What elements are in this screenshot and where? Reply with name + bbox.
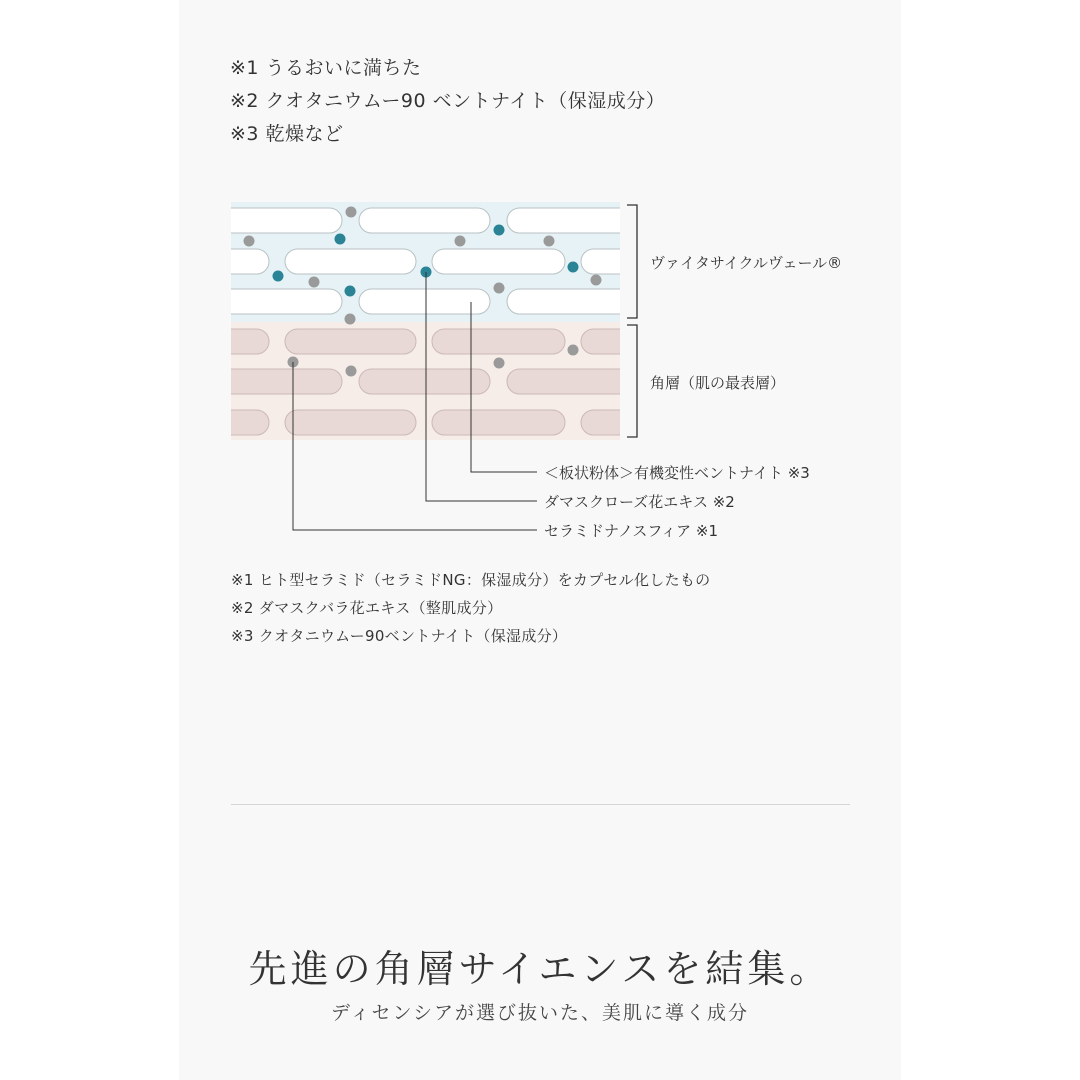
rose-extract-particle [568, 262, 579, 273]
veil-bracket [627, 205, 637, 318]
stratum-bracket [627, 325, 637, 437]
stratum-brick [195, 410, 269, 435]
stratum-brick [285, 329, 416, 354]
ceramide-particle [309, 277, 320, 288]
veil-brick [581, 249, 651, 274]
veil-layer-label: ヴァイタサイクルヴェール® [650, 254, 843, 272]
veil-brick [507, 289, 667, 314]
ceramide-particle [346, 366, 357, 377]
veil-brick [359, 208, 490, 233]
stratum-brick [285, 410, 416, 435]
footnote-bottom-2: ※2 ダマスクバラ花エキス（整肌成分） [231, 599, 503, 617]
rose-extract-particle [273, 271, 284, 282]
ceramide-particle [568, 345, 579, 356]
section-divider [231, 804, 850, 805]
veil-brick [195, 249, 269, 274]
footnote-bottom-3: ※3 クオタニウムー90ベントナイト（保湿成分） [231, 627, 568, 645]
footnote-bottom-1: ※1 ヒト型セラミド（セラミドNG：保湿成分）をカプセル化したもの [231, 571, 711, 589]
rose-extract-particle [345, 286, 356, 297]
rose-extract-particle [335, 234, 346, 245]
stratum-brick [507, 369, 667, 394]
ceramide-particle [591, 275, 602, 286]
stratum-brick [581, 329, 651, 354]
footnote-top-2: ※2 クオタニウムー90 ベントナイト（保湿成分） [230, 90, 666, 112]
callout-ceramide: セラミドナノスフィア ※1 [544, 522, 719, 540]
veil-brick [200, 289, 342, 314]
veil-brick [359, 289, 490, 314]
callout-rose-extract: ダマスクローズ花エキス ※2 [544, 493, 735, 511]
veil-brick [432, 249, 565, 274]
stratum-brick [432, 329, 565, 354]
footnotes-bottom [231, 566, 710, 650]
veil-brick [285, 249, 416, 274]
veil-brick [507, 208, 667, 233]
stratum-brick [359, 369, 490, 394]
subheadline: ディセンシアが選び抜いた、美肌に導く成分 [330, 1002, 749, 1024]
ceramide-particle [244, 236, 255, 247]
ceramide-particle [544, 236, 555, 247]
stratum-brick [581, 410, 651, 435]
stratum-brick [200, 369, 342, 394]
ceramide-particle [455, 236, 466, 247]
veil-brick [200, 208, 342, 233]
ceramide-particle [345, 314, 356, 325]
ceramide-particle [346, 207, 357, 218]
ceramide-particle [494, 358, 505, 369]
headline: 先進の角層サイエンスを結集。 [248, 947, 832, 991]
ceramide-particle [494, 283, 505, 294]
stratum-brick [195, 329, 269, 354]
footnote-top-3: ※3 乾燥など [230, 123, 344, 145]
stratum-brick [432, 410, 565, 435]
callout-bentonite: ＜板状粉体＞有機変性ベントナイト ※3 [544, 464, 810, 482]
rose-extract-particle [494, 225, 505, 236]
stratum-layer-label: 角層（肌の最表層） [650, 374, 786, 392]
footnote-top-1: ※1 うるおいに満ちた [230, 57, 422, 79]
